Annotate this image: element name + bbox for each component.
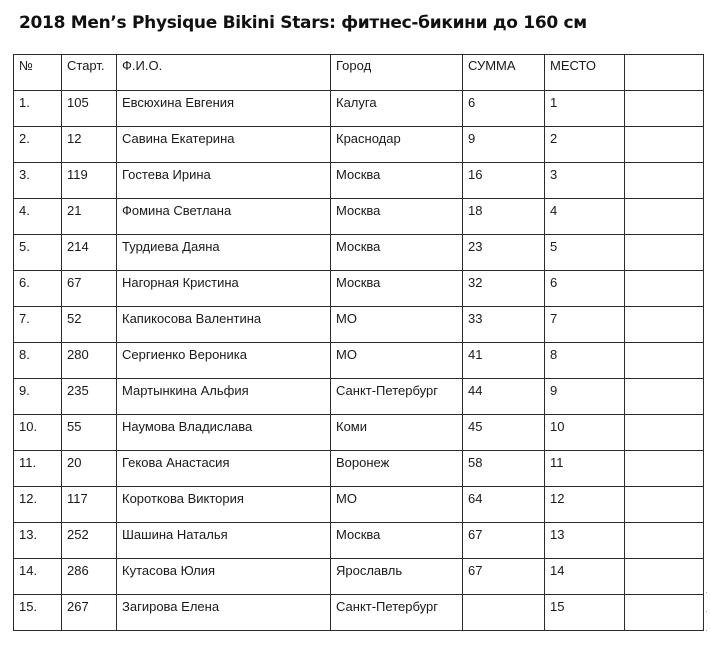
cell-sum-text: 45 [468,419,483,434]
table-row [14,559,704,595]
header-label-place: МЕСТО [550,58,596,73]
cell-name [117,523,331,559]
header-label-number: № [19,58,33,73]
cell-place-text: 9 [550,383,558,398]
cell-number [14,163,62,199]
cell-place-text: 2 [550,131,558,146]
cell-number-text: 10. [19,419,38,434]
header-label-sum: СУММА [468,58,516,73]
cell-sum-text [468,595,544,600]
cell-extra [625,307,704,343]
cell-sum [463,379,545,415]
cell-start [62,235,117,271]
cell-place [545,415,625,451]
cell-city [331,595,463,631]
cell-city-text: Москва [336,527,381,542]
table-row [14,523,704,559]
cell-city-text: Санкт-Петербург [336,383,438,398]
cell-city-text: Калуга [336,95,377,110]
cell-number [14,523,62,559]
header-label-city: Город [336,58,372,73]
table-row [14,595,704,631]
cell-place [545,91,625,127]
cell-city-text: Ярославль [336,563,403,578]
cell-city-text: Воронеж [336,455,390,470]
cell-start [62,379,117,415]
cell-extra [625,523,704,559]
cell-number [14,487,62,523]
cell-sum [463,91,545,127]
cell-number [14,199,62,235]
cell-number [14,307,62,343]
document-title: 2018 Men’s Physique Bikini Stars: фитнес-бикини до 160 см [19,13,587,33]
cell-place [545,127,625,163]
cell-number-text: 5. [19,239,30,254]
cell-sum-text: 6 [468,95,476,110]
cell-sum [463,595,545,631]
cell-name-text: Мартынкина Альфия [122,383,249,398]
cell-start-text: 12 [67,131,82,146]
cell-number [14,271,62,307]
table-row [14,163,704,199]
cell-place-text: 10 [550,419,565,434]
cell-number [14,127,62,163]
cell-extra [625,487,704,523]
header-cell-place [545,55,625,91]
cell-sum [463,307,545,343]
cell-number [14,415,62,451]
cell-start [62,271,117,307]
cell-start [62,559,117,595]
cell-start [62,127,117,163]
cell-name [117,91,331,127]
cell-name-text: Гекова Анастасия [122,455,230,470]
cell-city [331,199,463,235]
cell-name [117,127,331,163]
cell-sum-text: 67 [468,563,483,578]
cell-sum [463,451,545,487]
cell-sum [463,127,545,163]
cell-name-text: Кутасова Юлия [122,563,216,578]
cell-number-text: 1. [19,95,30,110]
cell-place-text: 3 [550,167,558,182]
cell-start-text: 119 [67,167,88,182]
cell-sum [463,163,545,199]
cell-start-text: 235 [67,383,89,398]
cell-extra [625,127,704,163]
cell-start [62,523,117,559]
cell-city [331,451,463,487]
cell-start-text: 105 [67,95,89,110]
cell-name [117,415,331,451]
cell-extra [625,415,704,451]
table-row [14,271,704,307]
cell-name [117,199,331,235]
header-cell-start [62,55,117,91]
cell-start [62,451,117,487]
cell-extra [625,595,704,631]
cell-start-text: 252 [67,527,89,542]
cell-city-text: Коми [336,419,368,434]
table-row [14,451,704,487]
cell-number-text: 9. [19,383,30,398]
cell-place [545,559,625,595]
cell-place [545,451,625,487]
results-table-body [14,55,704,631]
cell-number-text: 4. [19,203,30,218]
cell-name-text: Короткова Виктория [122,491,244,506]
cell-name-text: Турдиева Даяна [122,239,220,254]
cell-city-text: Москва [336,167,381,182]
cell-place [545,307,625,343]
cell-number [14,91,62,127]
header-cell-extra [625,55,704,91]
cell-name-text: Фомина Светлана [122,203,232,218]
cell-place-text: 12 [550,491,565,506]
cell-city [331,415,463,451]
table-row [14,307,704,343]
cell-start-text: 117 [67,491,88,506]
cell-name [117,559,331,595]
cell-place-text: 4 [550,203,558,218]
cell-number-text: 6. [19,275,30,290]
cell-number-text: 12. [19,491,38,506]
cell-start [62,91,117,127]
cell-start-text: 67 [67,275,82,290]
cell-city [331,235,463,271]
cell-number [14,235,62,271]
cell-name [117,271,331,307]
cell-city [331,343,463,379]
cell-city [331,487,463,523]
cell-start-text: 280 [67,347,89,362]
cell-sum-text: 64 [468,491,483,506]
cell-number [14,559,62,595]
cell-start-text: 52 [67,311,82,326]
cell-city-text: Краснодар [336,131,401,146]
cell-sum-text: 16 [468,167,483,182]
cell-sum-text: 44 [468,383,483,398]
cell-sum-text: 18 [468,203,483,218]
cell-start [62,343,117,379]
cell-place [545,379,625,415]
cell-city-text: Москва [336,239,381,254]
cell-number [14,379,62,415]
cell-extra [625,343,704,379]
cell-city [331,523,463,559]
cell-number [14,595,62,631]
cell-sum [463,415,545,451]
cell-sum [463,235,545,271]
table-row [14,127,704,163]
cell-name-text: Савина Екатерина [122,131,235,146]
cell-place [545,343,625,379]
table-row [14,379,704,415]
cell-extra [625,91,704,127]
cell-city [331,271,463,307]
cell-number-text: 3. [19,167,30,182]
cell-extra [625,379,704,415]
cell-number [14,343,62,379]
cell-sum [463,487,545,523]
table-row [14,91,704,127]
cell-extra [625,559,704,595]
cell-place-text: 6 [550,275,558,290]
cell-sum-text: 58 [468,455,483,470]
cell-name [117,595,331,631]
cell-place [545,595,625,631]
cell-start [62,415,117,451]
cell-city [331,379,463,415]
table-row [14,415,704,451]
cell-start [62,307,117,343]
cell-extra [625,271,704,307]
cell-place-text: 14 [550,563,565,578]
cell-place [545,163,625,199]
cell-sum-text: 32 [468,275,483,290]
cell-city [331,91,463,127]
cell-place-text: 7 [550,311,558,326]
cell-city [331,127,463,163]
cell-start [62,163,117,199]
cell-sum [463,523,545,559]
header-cell-number [14,55,62,91]
cell-sum [463,343,545,379]
cell-sum-text: 23 [468,239,483,254]
cell-name-text: Наумова Владислава [122,419,253,434]
cell-start-text: 214 [67,239,89,254]
cell-place [545,523,625,559]
table-row [14,343,704,379]
cell-number-text: 11. [19,455,37,470]
cell-place-text: 11 [550,455,564,470]
cell-sum [463,199,545,235]
cell-name-text: Капикосова Валентина [122,311,262,326]
cell-start-text: 21 [67,203,82,218]
cell-sum-text: 33 [468,311,483,326]
header-label-extra [630,55,703,59]
cell-number-text: 13. [19,527,38,542]
cell-sum [463,559,545,595]
cell-city [331,307,463,343]
cell-place-text: 13 [550,527,565,542]
cell-number-text: 15. [19,599,38,614]
cell-place [545,199,625,235]
cell-name-text: Евсюхина Евгения [122,95,235,110]
cell-number-text: 14. [19,563,38,578]
cell-city [331,559,463,595]
cell-extra [625,199,704,235]
cell-sum-text: 41 [468,347,483,362]
cell-extra [625,163,704,199]
cell-place-text: 1 [550,95,558,110]
cell-extra [625,451,704,487]
cell-start [62,199,117,235]
cell-place-text: 15 [550,599,565,614]
cell-city-text: Москва [336,275,381,290]
cell-name [117,379,331,415]
cell-name-text: Загирова Елена [122,599,220,614]
cell-sum-text: 67 [468,527,483,542]
cell-name [117,307,331,343]
header-cell-name [117,55,331,91]
cell-start-text: 267 [67,599,89,614]
cell-start [62,595,117,631]
table-header-row [14,55,704,91]
table-row [14,199,704,235]
cell-number-text: 8. [19,347,30,362]
cell-start [62,487,117,523]
cell-number-text: 7. [19,311,30,326]
page-edge-artifact: · · · [705,587,708,635]
cell-name-text: Гостева Ирина [122,167,211,182]
cell-place [545,487,625,523]
header-label-name: Ф.И.О. [122,58,163,73]
header-cell-city [331,55,463,91]
cell-number-text: 2. [19,131,30,146]
cell-sum [463,271,545,307]
table-row [14,235,704,271]
header-label-start: Старт. [67,58,105,73]
cell-start-text: 20 [67,455,82,470]
cell-start-text: 55 [67,419,82,434]
cell-city-text: МО [336,347,357,362]
cell-extra [625,235,704,271]
cell-city [331,163,463,199]
cell-name-text: Нагорная Кристина [122,275,239,290]
cell-name [117,487,331,523]
results-table [13,54,704,631]
cell-start-text: 286 [67,563,89,578]
cell-city-text: МО [336,491,357,506]
cell-city-text: Москва [336,203,381,218]
cell-name-text: Сергиенко Вероника [122,347,247,362]
cell-name-text: Шашина Наталья [122,527,228,542]
cell-city-text: Санкт-Петербург [336,599,438,614]
cell-place [545,271,625,307]
cell-place [545,235,625,271]
cell-name [117,163,331,199]
table-row [14,487,704,523]
cell-sum-text: 9 [468,131,476,146]
cell-name [117,235,331,271]
cell-name [117,343,331,379]
cell-number [14,451,62,487]
cell-name [117,451,331,487]
header-cell-sum [463,55,545,91]
cell-city-text: МО [336,311,357,326]
cell-place-text: 8 [550,347,558,362]
cell-place-text: 5 [550,239,558,254]
